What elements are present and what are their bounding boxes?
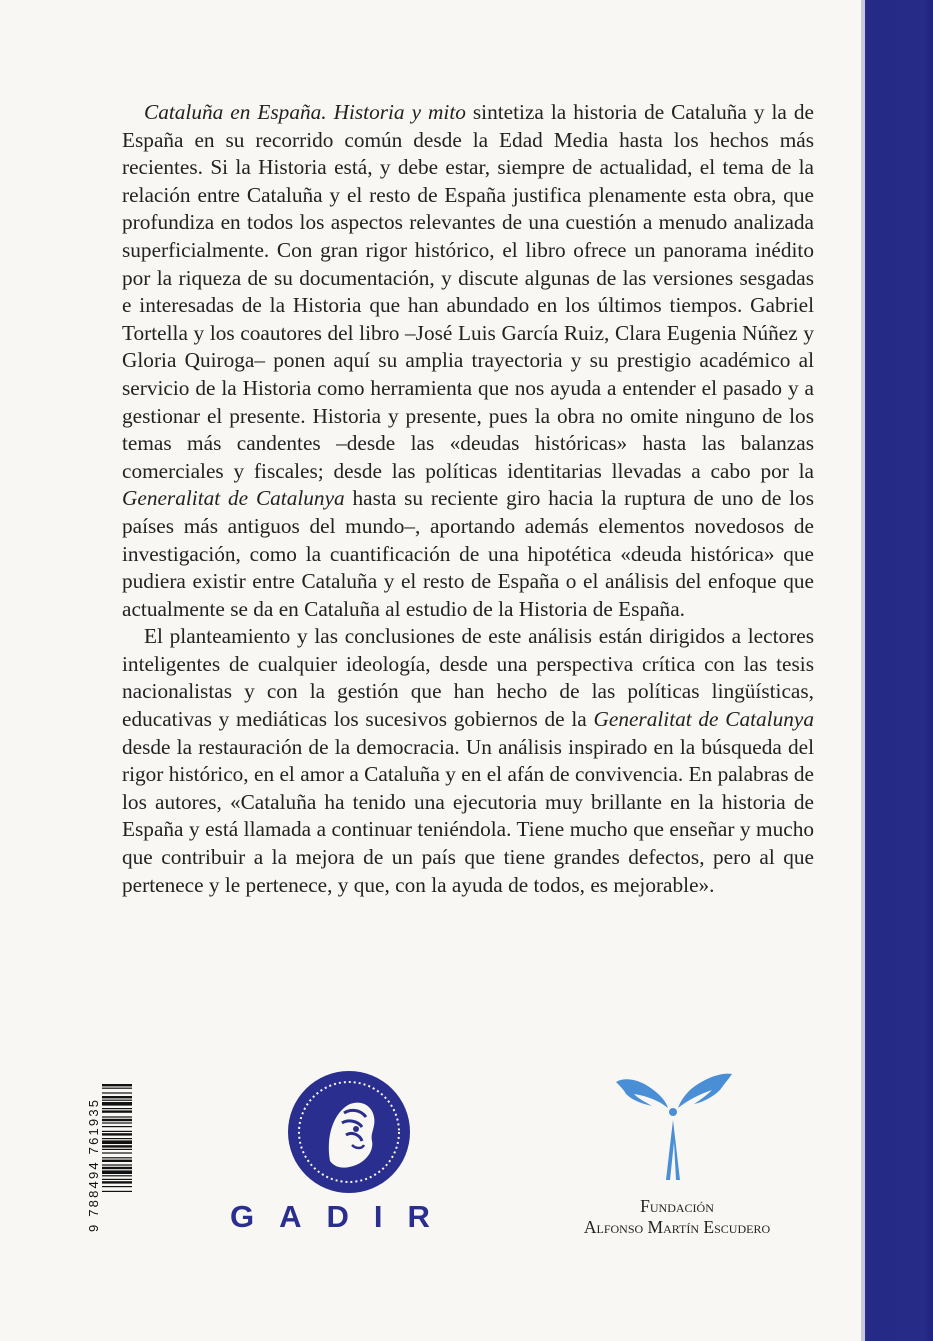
coin-logo-icon [286, 1069, 412, 1195]
barcode-bar [102, 1164, 132, 1165]
blurb-p2-text-b: desde la restauración de la democracia. Un análisis inspirado en la búsqueda del rigor histórico, en el amor a Cataluña y en el afán de convivencia. En palabras de los autores, «Cataluña ha tenido una ejecutoria muy brillante en la historia de España y está llamada a continuar teniéndola. Tiene mucho que enseñar y mucho que contribuir a la mejora de un país que tiene grandes defectos, pero al que pertenece y le pertenece, y que, con la ayuda de todos, es mejorable». [122, 734, 814, 897]
barcode-bar [102, 1179, 132, 1180]
barcode-bar [102, 1157, 132, 1158]
barcode-bar [102, 1131, 132, 1132]
barcode-bar [102, 1191, 132, 1192]
barcode-bar [102, 1119, 132, 1121]
winged-figure-icon [612, 1072, 736, 1184]
barcode-bar [102, 1140, 132, 1144]
blurb-paragraph-2 [122, 623, 814, 899]
barcode-bar [102, 1084, 132, 1086]
book-spine [865, 0, 933, 1341]
barcode-bar [102, 1152, 132, 1153]
barcode-bar [102, 1145, 132, 1147]
barcode-bar [102, 1108, 132, 1109]
blurb-paragraph-1 [122, 99, 814, 623]
blurb-p1-text-b: hasta su reciente giro hacia la ruptura de uno de los países más antiguos del mundo–, aportando además elementos novedosos de investigación, como la cuantificación de una hipotética «deuda histórica» que pudiera existir entre Cataluña y el resto de España o el análisis del enfoque que actualmente se da en Cataluña al estudio de la Historia de España. [122, 486, 814, 621]
barcode-bar [102, 1133, 132, 1135]
foundation-line-2: Alfonso Martín Escudero [583, 1217, 771, 1237]
barcode-bar [102, 1096, 132, 1098]
barcode-bar [102, 1116, 132, 1117]
blurb-text [122, 99, 814, 899]
barcode-bar [102, 1181, 132, 1183]
barcode-bar [102, 1126, 132, 1127]
isbn-digits: 9 788494 761935 [86, 1097, 101, 1232]
barcode-bar [102, 1100, 132, 1101]
barcode-bar [102, 1102, 132, 1106]
barcode-bar [102, 1092, 132, 1093]
blurb-p2-text-a: El planteamiento y las conclusiones de este análisis están dirigidos a lectores inteligentes de cualquier ideología, desde una perspectiva crítica con las tesis nacionalistas y con la gestión que han hecho de las políticas lingüísticas, educativas y mediáticas los sucesivos gobiernos de la [122, 624, 814, 732]
barcode-bar [102, 1160, 132, 1162]
barcode-bar [102, 1149, 132, 1150]
generalitat-italic-2: Generalitat de Catalunya [593, 707, 814, 732]
foundation-name [552, 1196, 802, 1238]
blurb-p1-text-a: sintetiza la historia de Cataluña y la de España en su recorrido común desde la Edad Media hasta los hechos más recientes. Si la Historia está, y debe estar, siempre de actualidad, el tema de la relación entre Cataluña y el resto de España justifica plenamente esta obra, que profundiza en todos los aspectos relevantes de una cuestión a menudo analizada superficialmente. Con gran rigor histórico, el libro ofrece un panorama inédito por la riqueza de su documentación, y discute algunas de las versiones sesgadas e interesadas de la Historia que han abundado en los últimos tiempos. Gabriel Tortella y los coautores del libro –José Luis García Ruiz, Clara Eugenia Núñez y Gloria Quiroga– ponen aquí su amplia trayectoria y su prestigio académico al servicio de la Historia como herramienta que nos ayuda a entender el pasado y a gestionar el presente. Historia y presente, pues la obra no omite ninguno de los temas más candentes –desde las «deudas históricas» hasta las balanzas comerciales y fiscales; desde las políticas identitarias llevadas a cabo por la [122, 100, 814, 483]
publisher-name: GADIR [230, 1199, 455, 1234]
generalitat-italic: Generalitat de Catalunya [122, 486, 345, 511]
barcode-bar [102, 1138, 132, 1139]
barcode-bar [102, 1088, 132, 1089]
barcode-bar [102, 1175, 132, 1176]
barcode-bar [102, 1110, 132, 1112]
barcode-bar [102, 1167, 132, 1169]
barcode-bar [102, 1170, 132, 1174]
barcode-bar [102, 1186, 132, 1187]
book-title-italic: Cataluña en España. Historia y mito [144, 100, 466, 124]
barcode-bar [102, 1122, 132, 1123]
foundation-line-1: Fundación [640, 1196, 714, 1216]
